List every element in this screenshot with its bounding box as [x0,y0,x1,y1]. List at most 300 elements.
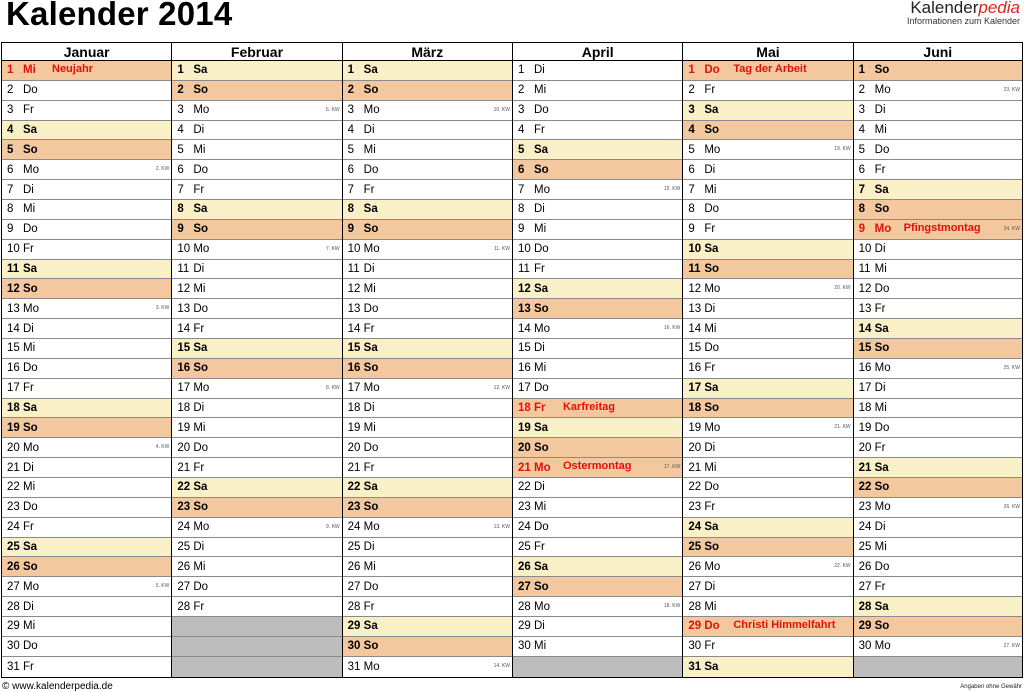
day-row [2,220,171,240]
weekday-label: Mi [23,203,36,216]
day-row [172,180,341,200]
day-row [854,458,1022,478]
weekday-label: Mi [874,402,887,415]
day-number: 2 [688,84,695,97]
day-number: 7 [517,183,525,196]
day-number: 30 [347,640,361,653]
weekday-label: Mo [874,501,891,514]
week-number: 17. KW [663,464,681,471]
weekday-label: Mo [193,521,210,534]
day-number: 6 [177,163,184,176]
day-number: 4 [858,124,866,136]
weekday-label: Mi [23,481,36,494]
day-number: 14 [688,322,702,335]
week-number: 3. KW [155,305,170,312]
weekday-label: Sa [704,521,719,534]
day-number: 19 [177,421,191,434]
day-row [172,557,341,577]
day-row [172,220,341,240]
day-number: 24 [177,521,191,534]
day-number: 8 [177,203,184,216]
weekday-label: So [193,362,209,375]
weekday-label: Di [704,302,716,315]
month-column [853,43,1023,677]
weekday-label: Fr [193,183,205,196]
weekday-label: Mi [193,560,206,573]
week-number: 16. KW [663,325,681,332]
day-number: 23 [517,501,531,514]
weekday-label: Do [704,203,720,216]
week-number: 24. KW [1003,225,1020,232]
weekday-label: Mi [704,461,717,474]
weekday-label: Di [193,124,205,136]
day-number: 11 [858,263,871,276]
day-row [854,200,1022,220]
month-header: April [513,43,682,61]
day-number: 19 [7,421,20,434]
day-row [172,260,341,280]
weekday-label: Di [704,441,716,454]
day-number: 13 [7,302,20,315]
day-row [854,160,1022,180]
weekday-label: Mo [704,560,721,573]
day-number: 6 [858,163,866,176]
day-number: 16 [347,362,361,375]
week-number: 7. KW [326,245,340,252]
day-number: 7 [688,183,695,196]
week-number: 18. KW [663,603,681,610]
day-number: 20 [517,441,531,454]
day-number: 26 [688,560,702,573]
weekday-label: Do [533,104,549,117]
weekday-label: Mo [874,84,891,97]
day-row [343,319,512,339]
day-number: 26 [7,560,20,573]
weekday-label: Mo [533,600,550,613]
day-row [854,518,1022,538]
weekday-label: So [193,84,209,97]
day-number: 21 [7,461,20,474]
weekday-label: Fr [23,521,34,534]
day-row [172,577,341,597]
page-title: Kalender 2014 [6,0,233,32]
weekday-label: Fr [704,362,716,375]
weekday-label: So [874,64,890,77]
day-row [683,160,852,180]
day-row [172,101,341,121]
day-number: 21 [177,461,191,474]
weekday-label: Sa [193,64,208,77]
day-row [683,478,852,498]
weekday-label: Fr [23,660,34,673]
weekday-label: So [363,84,379,97]
day-number: 17 [7,382,20,395]
day-row [854,557,1022,577]
day-row [513,180,682,200]
day-number: 18 [858,402,872,415]
week-number: 10. KW [493,106,510,113]
day-number: 30 [688,640,702,653]
day-number: 24 [347,521,361,534]
weekday-label: Mi [363,560,376,573]
day-row [683,458,852,478]
weekday-label: Do [193,302,209,315]
day-number: 5 [688,143,695,156]
weekday-label: Do [23,640,38,653]
day-number: 2 [347,84,355,97]
day-row [343,657,512,677]
day-row [683,101,852,121]
weekday-label: Do [363,163,379,176]
day-number: 16 [688,362,702,375]
month-column [342,43,512,677]
weekday-label: Fr [533,263,545,276]
day-row [683,518,852,538]
weekday-label: Sa [193,203,208,216]
day-number: 4 [7,124,14,136]
day-row [343,577,512,597]
weekday-label: Mo [193,382,210,395]
weekday-label: Di [874,243,886,256]
week-number: 26. KW [1003,503,1020,510]
weekday-label: Fr [193,322,205,335]
weekday-label: Do [363,441,379,454]
weekday-label: Sa [704,382,719,395]
day-number: 4 [347,124,355,136]
day-number: 31 [347,660,361,673]
day-number: 3 [858,104,866,117]
day-row [343,379,512,399]
day-row [854,319,1022,339]
day-row [683,180,852,200]
weekday-label: Mo [533,183,550,196]
day-number: 12 [858,282,872,295]
day-number: 8 [347,203,355,216]
day-row [343,359,512,379]
day-row [172,200,341,220]
day-number: 24 [517,521,531,534]
weekday-label: Fr [193,600,205,613]
day-number: 1 [7,64,14,77]
day-row [2,438,171,458]
day-number: 10 [347,243,361,256]
weekday-label: So [363,223,379,236]
day-row [2,61,171,81]
week-number: 13. KW [493,523,510,530]
day-number: 12 [688,282,702,295]
logo-main-text: Kalender [910,0,979,17]
weekday-label: Sa [704,660,719,673]
day-number: 17 [177,382,191,395]
day-row [343,399,512,419]
day-row [343,478,512,498]
day-row [2,557,171,577]
week-number: 23. KW [1003,86,1020,93]
weekday-label: Mi [193,282,206,295]
weekday-label: Di [533,481,545,494]
weekday-label: Sa [363,342,378,355]
day-row [2,538,171,558]
weekday-label: Do [23,501,38,514]
weekday-label: Di [533,64,545,77]
day-row [2,160,171,180]
day-row [513,61,682,81]
week-number: 11. KW [493,245,510,252]
day-number: 1 [688,64,695,77]
month-column [1,43,171,677]
weekday-label: Mo [23,580,39,593]
weekday-label: Sa [704,104,719,117]
day-number: 5 [858,143,866,156]
weekday-label: Sa [874,600,889,613]
holiday-label: Pfingstmontag [903,221,981,234]
day-row [513,557,682,577]
day-row [343,200,512,220]
weekday-label: Sa [874,322,889,335]
day-row [683,498,852,518]
holiday-label: Ostermontag [562,460,632,473]
day-row [343,180,512,200]
day-row [513,577,682,597]
day-number: 9 [347,223,355,236]
day-row [2,240,171,260]
weekday-label: So [363,501,379,514]
weekday-label: Di [193,541,205,554]
day-row [2,140,171,160]
day-number: 29 [688,620,702,633]
day-row [343,557,512,577]
day-row [854,180,1022,200]
day-number: 15 [7,342,20,355]
day-number: 10 [177,243,191,256]
day-number: 25 [858,541,872,554]
day-row [343,299,512,319]
day-row [683,637,852,657]
day-number: 29 [7,620,20,633]
weekday-label: Fr [704,640,716,653]
week-number: 8. KW [326,384,340,391]
day-number: 25 [688,541,702,554]
weekday-label: Di [363,263,375,276]
weekday-label: Sa [23,402,38,415]
month-header: Mai [683,43,852,61]
day-row [172,121,341,141]
weekday-label: Di [533,620,545,633]
weekday-label: Fr [363,183,375,196]
day-row [343,438,512,458]
day-number: 27 [688,580,702,593]
weekday-label: Mo [363,243,380,256]
weekday-label: So [193,223,209,236]
day-number: 7 [858,183,866,196]
weekday-label: Do [363,302,379,315]
day-row [2,379,171,399]
day-number: 23 [858,501,872,514]
day-row [854,279,1022,299]
day-number: 17 [858,382,872,395]
day-number: 14 [7,322,20,335]
day-row [513,220,682,240]
day-number: 16 [7,362,20,375]
day-row [513,418,682,438]
day-row [2,617,171,637]
day-row [172,61,341,81]
weekday-label: Sa [23,541,38,554]
day-number: 4 [517,124,525,136]
day-row [172,518,341,538]
day-row [343,617,512,637]
day-number: 22 [517,481,531,494]
day-number: 3 [517,104,525,117]
day-number: 11 [517,263,530,276]
day-number: 20 [688,441,702,454]
week-number: 21. KW [834,424,851,431]
weekday-label: Fr [704,501,716,514]
day-row [172,240,341,260]
weekday-label: Sa [704,243,719,256]
day-row [513,299,682,319]
weekday-label: Fr [533,541,545,554]
weekday-label: Sa [874,183,889,196]
weekday-label: Mo [193,104,210,117]
day-row [513,101,682,121]
day-row [172,81,341,101]
weekday-label: So [23,282,38,295]
weekday-label: Di [874,521,886,534]
day-row [343,260,512,280]
weekday-label: Fr [874,580,886,593]
day-number: 28 [7,600,20,613]
day-row [2,577,171,597]
day-number: 30 [858,640,872,653]
week-number: 15. KW [663,186,681,193]
weekday-label: Di [193,263,205,276]
day-row [513,240,682,260]
weekday-label: Sa [363,64,378,77]
weekday-label: So [533,580,549,593]
day-number: 9 [858,223,866,236]
day-row [513,458,682,478]
day-number: 31 [7,660,20,673]
day-number: 13 [858,302,872,315]
holiday-label: Karfreitag [562,400,615,413]
day-number: 3 [688,104,695,117]
weekday-label: Do [193,163,209,176]
day-row [343,418,512,438]
day-number: 10 [517,243,531,256]
day-number: 10 [858,243,872,256]
day-number: 15 [177,342,191,355]
day-number: 1 [858,64,866,77]
weekday-label: So [23,421,38,434]
day-row [343,458,512,478]
day-row [343,160,512,180]
day-number: 22 [7,481,20,494]
weekday-label: Mi [533,362,547,375]
day-row [2,458,171,478]
weekday-label: So [23,143,38,156]
weekday-label: Do [874,143,890,156]
day-row [854,61,1022,81]
day-row [172,339,341,359]
week-number: 25. KW [1003,364,1020,371]
day-row [2,101,171,121]
day-row [172,458,341,478]
day-row [683,597,852,617]
day-row [683,617,852,637]
day-row [343,339,512,359]
weekday-label: Sa [874,461,889,474]
empty-cell [172,617,341,637]
brand-logo[interactable] [907,0,1020,26]
weekday-label: So [533,441,549,454]
day-row [513,518,682,538]
day-number: 19 [688,421,702,434]
day-number: 26 [858,560,872,573]
day-number: 29 [858,620,872,633]
day-row [683,260,852,280]
day-row [2,279,171,299]
month-column [512,43,682,677]
weekday-label: Mo [193,243,210,256]
weekday-label: Mi [704,183,717,196]
weekday-label: Sa [533,560,549,573]
week-number: 22. KW [834,563,851,570]
day-number: 8 [7,203,14,216]
day-number: 22 [177,481,191,494]
day-number: 2 [177,84,184,97]
day-number: 14 [177,322,191,335]
day-row [854,478,1022,498]
weekday-label: Mi [533,501,547,514]
day-row [683,538,852,558]
weekday-label: Fr [193,461,205,474]
footer-copyright[interactable]: © www.kalenderpedia.de [2,681,113,692]
day-number: 11 [688,263,701,276]
day-row [854,260,1022,280]
weekday-label: Sa [533,143,549,156]
day-number: 20 [858,441,872,454]
day-number: 14 [347,322,361,335]
day-row [683,279,852,299]
day-row [683,81,852,101]
day-number: 11 [7,263,20,276]
weekday-label: So [23,560,38,573]
weekday-label: Fr [704,223,716,236]
day-row [513,478,682,498]
weekday-label: Mi [874,541,887,554]
weekday-label: Do [704,64,720,77]
day-row [2,121,171,141]
weekday-label: Mi [363,282,376,295]
weekday-label: Di [363,402,375,415]
day-number: 10 [688,243,702,256]
weekday-label: Do [704,342,720,355]
holiday-label: Tag der Arbeit [733,63,807,75]
weekday-label: Do [704,620,720,633]
day-number: 27 [858,580,872,593]
day-row [854,81,1022,101]
day-row [854,577,1022,597]
day-row [513,279,682,299]
weekday-label: Mo [363,382,380,395]
day-number: 13 [688,302,702,315]
day-row [683,418,852,438]
day-row [513,121,682,141]
day-number: 20 [347,441,361,454]
weekday-label: Mo [704,143,721,156]
day-number: 15 [517,342,531,355]
